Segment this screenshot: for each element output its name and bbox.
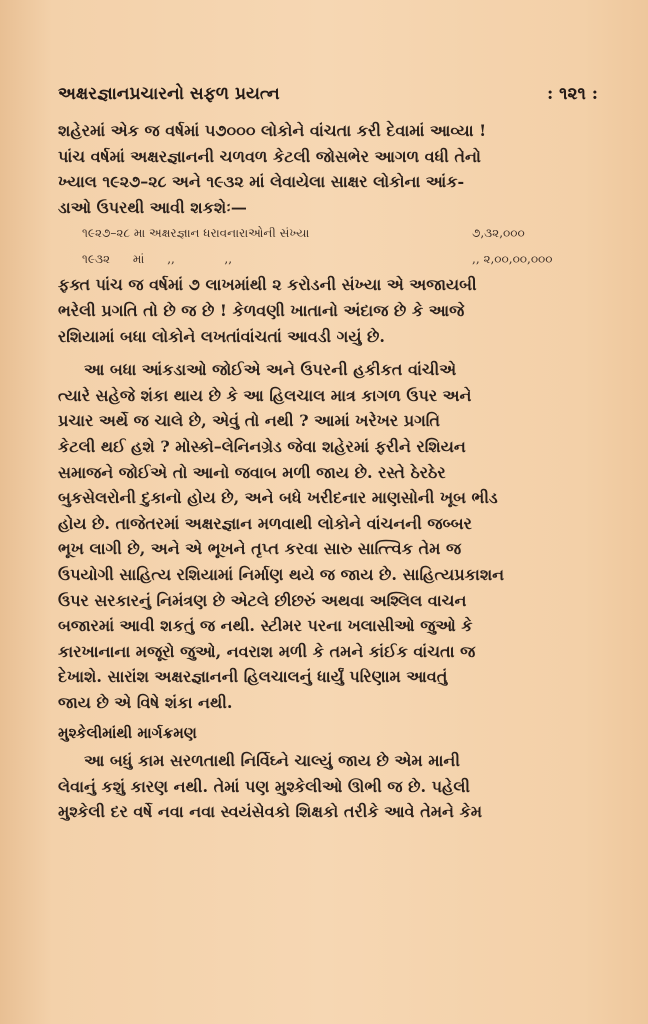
text-line: ફક્ત પાંચ જ વર્ષમાં ૭ લાખમાંથી ૨ કરોડની સંખ્યા એ અજાયબી	[58, 275, 477, 295]
text-line: કેટલી થઈ હશે ? મોસ્કો–લેનિનગ્રેડ જેવા શહેરમાં ફરીને રશિયન	[58, 436, 466, 456]
text-line: શહેરમાં એક જ વર્ષમાં ૫૭૦૦૦ લોકોને વાંચતા કરી દેવામાં આવ્યા !	[58, 121, 487, 140]
text-line: ભરેલી પ્રગતિ તો છે જ છે ! કેળવણી ખાતાનો અંદાજ છે કે આજે	[58, 300, 465, 320]
body-text	[58, 118, 604, 825]
text-line: હોય છે. તાજેતરમાં અક્ષરજ્ઞાન મળવાથી લોકોને વાંચનની જબ્બર	[58, 513, 472, 533]
stat-label: ૧૯૩૨ માં ,, ,,	[82, 252, 233, 267]
text-line: બુકસેલરોની દુકાનો હોય છે, અને બધે ખરીદનાર માણસોની ખૂબ ભીડ	[58, 488, 498, 508]
text-line: કારખાનાના મજૂરો જુઓ, નવરાશ મળી કે તમને કાંઈક વાંચતા જ	[58, 641, 476, 661]
literacy-statistics	[58, 220, 604, 272]
text-line: ત્યારે સહેજે શંકા થાય છે કે આ હિલચાલ માત્ર કાગળ ઉપર અને	[58, 385, 472, 405]
text-line: રશિયામાં બધા લોકોને લખતાંવાંચતાં આવડી ગયું છે.	[58, 326, 385, 346]
page-number: : ૧૨૧ :	[546, 84, 598, 104]
chapter-title: અક્ષરજ્ઞાનપ્રચારનો સફળ પ્રયત્ન	[58, 84, 280, 104]
section-heading: મુશ્કેલીમાંથી માર્ગક્રમણ	[58, 724, 197, 743]
text-line: આ બધા આંકડાઓ જોઈએ અને ઉપરની હકીકત વાંચીએ	[84, 360, 457, 380]
text-line: ખ્યાલ ૧૯૨૭–૨૮ અને ૧૯૩૨ માં લેવાયેલા સાક્ષર લોકોના આંક-	[58, 172, 465, 192]
stat-value: ,, ૨,૦૦,૦૦,૦૦૦	[472, 252, 553, 267]
text-line: પાંચ વર્ષમાં અક્ષરજ્ઞાનની ચળવળ કેટલી જોસભેર આગળ વધી તેનો	[58, 146, 481, 166]
running-header	[58, 84, 598, 104]
stat-value: ૭,૩૨,૦૦૦	[472, 226, 525, 241]
text-line: દેખાશે. સારાંશ અક્ષરજ્ઞાનની હિલચાલનું ધાર્યું પરિણામ આવતું	[58, 667, 448, 687]
text-line: ડાઓ ઉપરથી આવી શકશેઃ—	[58, 197, 247, 217]
text-line: સમાજને જોઈએ તો આનો જવાબ મળી જાય છે. રસ્તે ઠેરઠેર	[58, 462, 446, 482]
text-line: બજારમાં આવી શકતું જ નથી. સ્ટીમર પરના ખલાસીઓ જુઓ કે	[58, 616, 473, 636]
text-line: ઉપયોગી સાહિત્ય રશિયામાં નિર્માણ થયે જ જાય છે. સાહિત્યપ્રકાશન	[58, 564, 505, 584]
text-line: પ્રચાર અર્થે જ ચાલે છે, એવું તો નથી ? આમાં ખરેખર પ્રગતિ	[58, 411, 440, 431]
text-line: આ બધું કામ સરળતાથી નિર્વિઘ્ને ચાલ્યું જાય છે એમ માની	[84, 751, 460, 771]
text-line: લેવાનું કશું કારણ નથી. તેમાં પણ મુશ્કેલીઓ ઊભી જ છે. પહેલી	[58, 776, 471, 796]
text-line: જાય છે એ વિષે શંકા નથી.	[58, 692, 233, 712]
stat-row	[58, 246, 604, 272]
text-line: ઉપર સરકારનું નિમંત્રણ છે એટલે છીછરું અથવા અશ્લિલ વાચન	[58, 590, 467, 610]
stat-label: ૧૯૨૭–૨૮ મા અક્ષરજ્ઞાન ધરાવનારાઓની સંખ્યા	[82, 226, 310, 241]
text-line: ભૂખ લાગી છે, અને એ ભૂખને તૃપ્ત કરવા સારુ સાત્ત્વિક તેમ જ	[58, 539, 462, 559]
text-line: મુશ્કેલી દર વર્ષે નવા નવા સ્વયંસેવકો શિક્ષકો તરીકે આવે તેમને કેમ	[58, 802, 483, 822]
stat-row	[58, 220, 604, 246]
